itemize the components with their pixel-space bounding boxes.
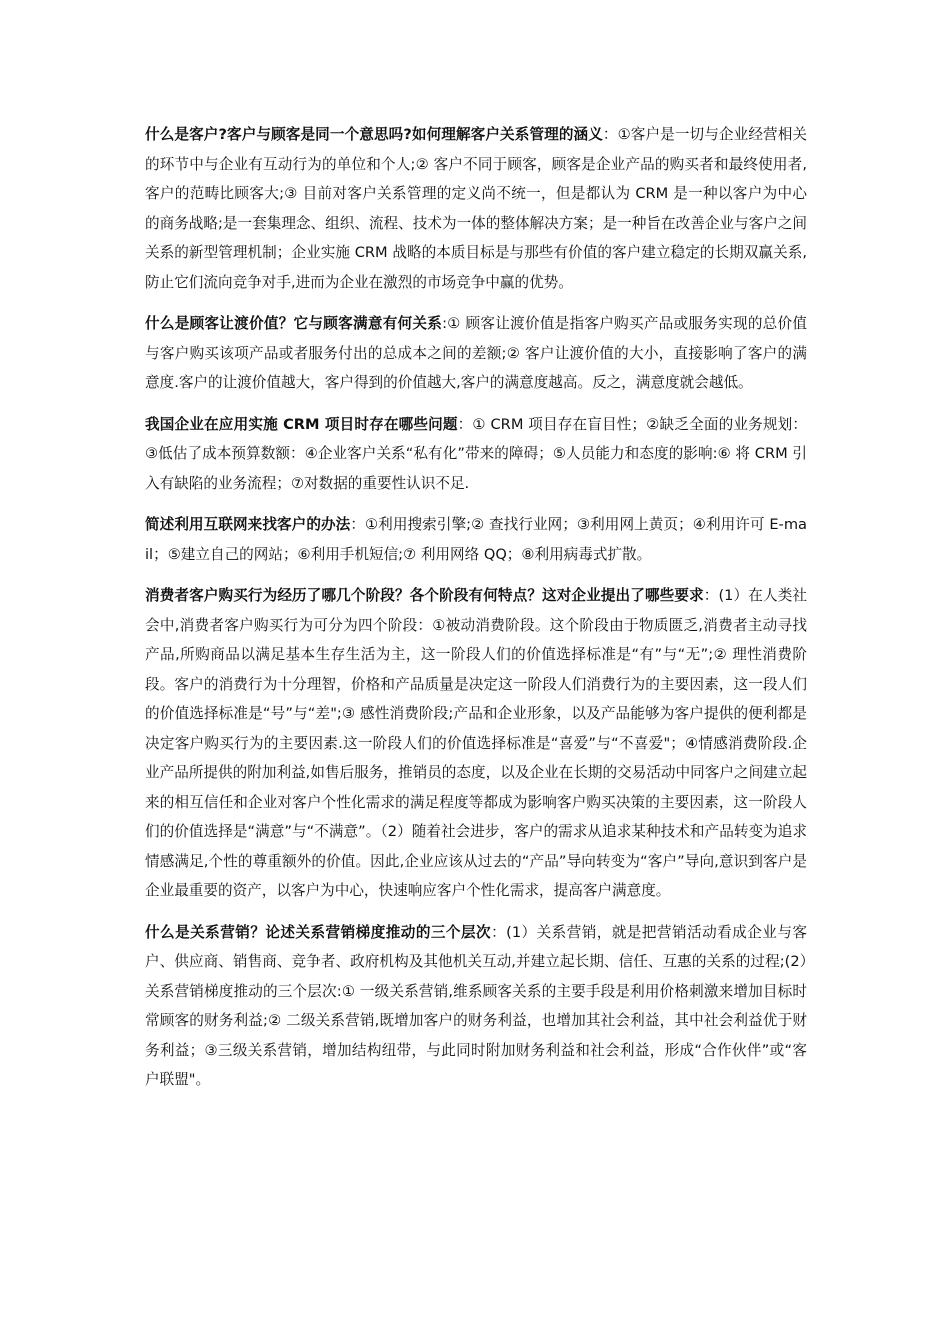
paragraph-delivered-value [145,309,807,398]
document-body [145,120,807,1107]
answer-text: ：①客户是一切与企业经营相关的环节中与企业有互动行为的单位和个人;② 客户不同于顾客，顾客是企业产品的购买者和最终使用者,客户的范畴比顾客大;③ 目前对客户关系管理的定义尚不统一，但是都认为 CRM 是一种以客户为中心的商务战略;是一套集理念、组织、流程、技术为一体的整体解决方案；是一种旨在改善企业与客户之间关系的新型管理机制；企业实施 CRM 战略的本质目标是与那些有价值的客户建立稳定的长期双赢关系,防止它们流向竞争对手,进而为企业在激烈的市场竞争中赢的优势。 [145,126,807,291]
question-heading: 简述利用互联网来找客户的办法 [145,516,351,533]
answer-text: ：(1）在人类社会中,消费者客户购买行为可分为四个阶段：①被动消费阶段。这个阶段由于物质匮乏,消费者主动寻找产品,所购商品以满足基本生存生活为主，这一阶段人们的价值选择标准是“有”与“无”;② 理性消费阶段。客户的消费行为十分理智，价格和产品质量是决定这一阶段人们消费行为的主要因素，这一段人们的价值选择标准是“号”与“差";③ 感性消费阶段;产品和企业形象，以及产品能够为客户提供的便利都是决定客户购买行为的主要因素.这一阶段人们的价值选择标准是“喜爱”与“不喜爱"；④情感消费阶段.企业产品所提供的附加利益,如售后服务，推销员的态度，以及企业在长期的交易活动中同客户之间建立起来的相互信任和企业对客户个性化需求的满足程度等都成为影响客户购买决策的主要因素，这一阶段人们的价值选择是“满意”与“不满意”。（2）随着社会进步，客户的需求从追求某种技术和产品转变为追求情感满足,个性的尊重额外的价值。因此,企业应该从过去的“产品”导向转变为“客户”导向,意识到客户是企业最重要的资产，以客户为中心，快速响应客户个性化需求，提高客户满意度。 [145,587,807,899]
question-heading: 我国企业在应用实施 CRM 项目时存在哪些问题 [145,415,458,433]
paragraph-internet-methods [145,510,807,569]
answer-text: ：(1）关系营销，就是把营销活动看成企业与客户、供应商、销售商、竞争者、政府机构及其他机关互动,并建立起长期、信任、互惠的关系的过程;(2）关系营销梯度推动的三个层次:① 一级关系营销,维系顾客关系的主要手段是利用价格刺激来增加目标时常顾客的财务利益;② 二级关系营销,既增加客户的财务利益，也增加其社会利益，其中社会利益优于财务利益；③三级关系营销，增加结构纽带，与此同时附加财务利益和社会利益，形成“合作伙伴”或“客户联盟"。 [145,923,807,1088]
answer-text: ：① CRM 项目存在盲目性；②缺乏全面的业务规划：③低估了成本预算数额：④企业客户关系“私有化”带来的障碍；⑤人员能力和态度的影响:⑥ 将 CRM 引入有缺陷的业务流程；⑦对数据的重要性认识不足. [145,415,807,492]
paragraph-customer-definition [145,120,807,297]
answer-text: ：①利用搜索引擎;② 查找行业网；③利用网上黄页；④利用许可 E-mail；⑤建立自己的网站；⑥利用手机短信;⑦ 利用网络 QQ；⑧利用病毒式扩散。 [145,516,807,563]
paragraph-relationship-marketing [145,918,807,1095]
paragraph-purchase-stages [145,581,807,906]
question-heading: 消费者客户购买行为经历了哪几个阶段？各个阶段有何特点？这对企业提出了哪些要求 [145,587,704,604]
question-heading: 什么是关系营销？论述关系营销梯度推动的三个层次 [145,923,492,941]
question-heading: 什么是顾客让渡价值？它与顾客满意有何关系 [145,315,443,332]
answer-text: :① 顾客让渡价值是指客户购买产品或服务实现的总价值与客户购买该项产品或者服务付出的总成本之间的差额;② 客户让渡价值的大小，直接影响了客户的满意度.客户的让渡价值越大，客户得到的价值越大,客户的满意度越高。反之，满意度就会越低。 [145,315,807,391]
paragraph-crm-problems [145,410,807,499]
question-heading: 什么是客户?客户与顾客是同一个意思吗?如何理解客户关系管理的涵义 [145,126,603,143]
